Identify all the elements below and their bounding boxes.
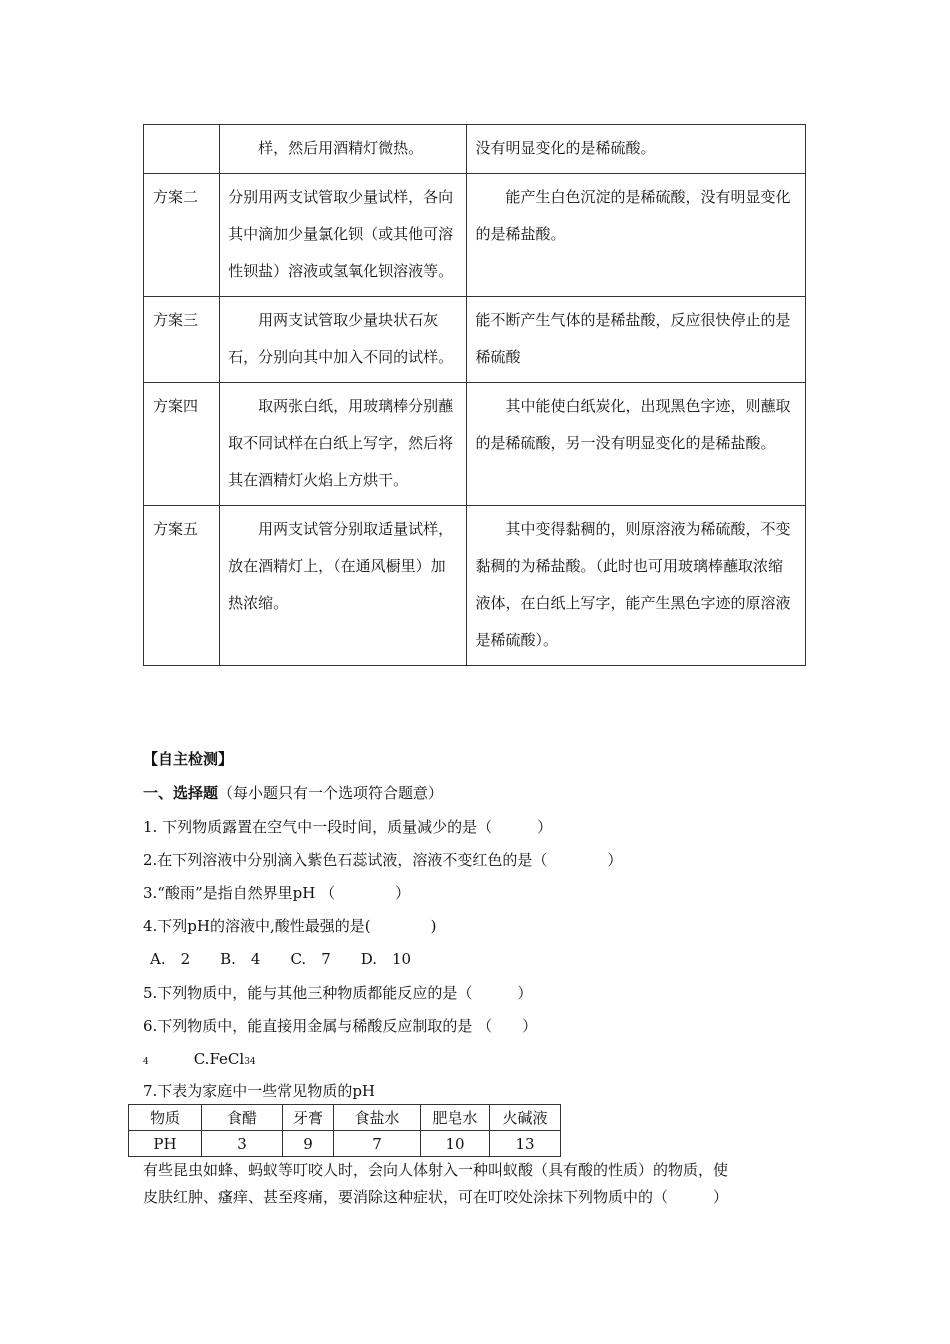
scheme-result-cell: 其中能使白纸炭化，出现黑色字迹，则蘸取的是稀硫酸，另一没有明显变化的是稀盐酸。: [467, 383, 806, 506]
part-title: 一、选择题: [143, 784, 219, 802]
scheme-result-cell: 能产生白色沉淀的是稀硫酸，没有明显变化的是稀盐酸。: [467, 174, 806, 297]
table-row: [144, 297, 806, 383]
question-7: 7.下表为家庭中一些常见物质的pH: [143, 1082, 375, 1100]
scheme-name-cell: 方案三: [144, 297, 220, 383]
question-4-options: A. 2 B. 4 C. 7 D. 10: [150, 950, 412, 968]
scheme-name-cell: 方案四: [144, 383, 220, 506]
scheme-method-cell: 分别用两支试管取少量试样，各向其中滴加少量氯化钡（或其他可溶性钡盐）溶液或氢氧化钡溶液等。: [220, 174, 467, 297]
ph-table: [128, 1104, 561, 1157]
table-row: [129, 1131, 561, 1157]
scheme-name-cell: 方案二: [144, 174, 220, 297]
question-2: 2.在下列溶液中分别滴入紫色石蕊试液，溶液不变红色的是（ ）: [143, 851, 623, 869]
scheme-table: [143, 124, 806, 666]
question-4: 4.下列pH的溶液中,酸性最强的是( ): [143, 917, 437, 935]
scheme-method-cell: 取两张白纸，用玻璃棒分别蘸取不同试样在白纸上写字，然后将其在酒精灯火焰上方烘干。: [220, 383, 467, 506]
scheme-method-cell: 用两支试管分别取适量试样，放在酒精灯上，（在通风橱里）加热浓缩。: [220, 506, 467, 666]
scheme-result-cell: 能不断产生气体的是稀盐酸，反应很快停止的是稀硫酸: [467, 297, 806, 383]
table-header-cell: 火碱液: [490, 1105, 561, 1131]
table-cell: 10: [421, 1131, 490, 1157]
table-header-cell: 牙膏: [283, 1105, 334, 1131]
question-5: 5.下列物质中，能与其他三种物质都能反应的是（ ）: [143, 984, 533, 1002]
question-7-text-line-2: 皮肤红肿、瘙痒、甚至疼痛，要消除这种症状，可在叮咬处涂抹下列物质中的（ ）: [143, 1188, 729, 1206]
scheme-name-cell: 方案五: [144, 506, 220, 666]
question-1: 1. 下列物质露置在空气中一段时间，质量减少的是（ ）: [143, 818, 553, 836]
table-cell: 7: [334, 1131, 421, 1157]
table-header-cell: 物质: [129, 1105, 202, 1131]
table-header-cell: 食醋: [202, 1105, 283, 1131]
question-3: 3.“酸雨”是指自然界里pH （ ）: [143, 884, 411, 902]
option-c-fragment: C.FeCl: [193, 1050, 245, 1068]
table-cell: 13: [490, 1131, 561, 1157]
table-row: [144, 125, 806, 174]
scheme-result-cell: 没有明显变化的是稀硫酸。: [467, 125, 806, 174]
subscript-fragment: 34: [244, 1057, 256, 1067]
section-title: 【自主检测】: [143, 750, 234, 768]
part-heading: [143, 782, 443, 803]
question-6-fragment: [143, 1050, 256, 1068]
subscript-fragment: 4: [143, 1057, 149, 1067]
scheme-result-cell: 其中变得黏稠的，则原溶液为稀硫酸，不变黏稠的为稀盐酸。（此时也可用玻璃棒蘸取浓缩液体，在白纸上写字，能产生黑色字迹的原溶液是稀硫酸）。: [467, 506, 806, 666]
table-cell: 3: [202, 1131, 283, 1157]
table-cell: 9: [283, 1131, 334, 1157]
table-cell: PH: [129, 1131, 202, 1157]
scheme-name-cell: [144, 125, 220, 174]
table-row: [144, 383, 806, 506]
question-7-text-line-1: 有些昆虫如蜂、蚂蚁等叮咬人时，会向人体射入一种叫蚁酸（具有酸的性质）的物质，使: [143, 1161, 729, 1179]
scheme-method-cell: 样，然后用酒精灯微热。: [220, 125, 467, 174]
table-row: [129, 1105, 561, 1131]
table-row: [144, 506, 806, 666]
table-header-cell: 肥皂水: [421, 1105, 490, 1131]
table-row: [144, 174, 806, 297]
part-note: （每小题只有一个选项符合题意）: [218, 784, 444, 802]
table-header-cell: 食盐水: [334, 1105, 421, 1131]
scheme-method-cell: 用两支试管取少量块状石灰石，分别向其中加入不同的试样。: [220, 297, 467, 383]
question-6: 6.下列物质中，能直接用金属与稀酸反应制取的是 （ ）: [143, 1017, 538, 1035]
